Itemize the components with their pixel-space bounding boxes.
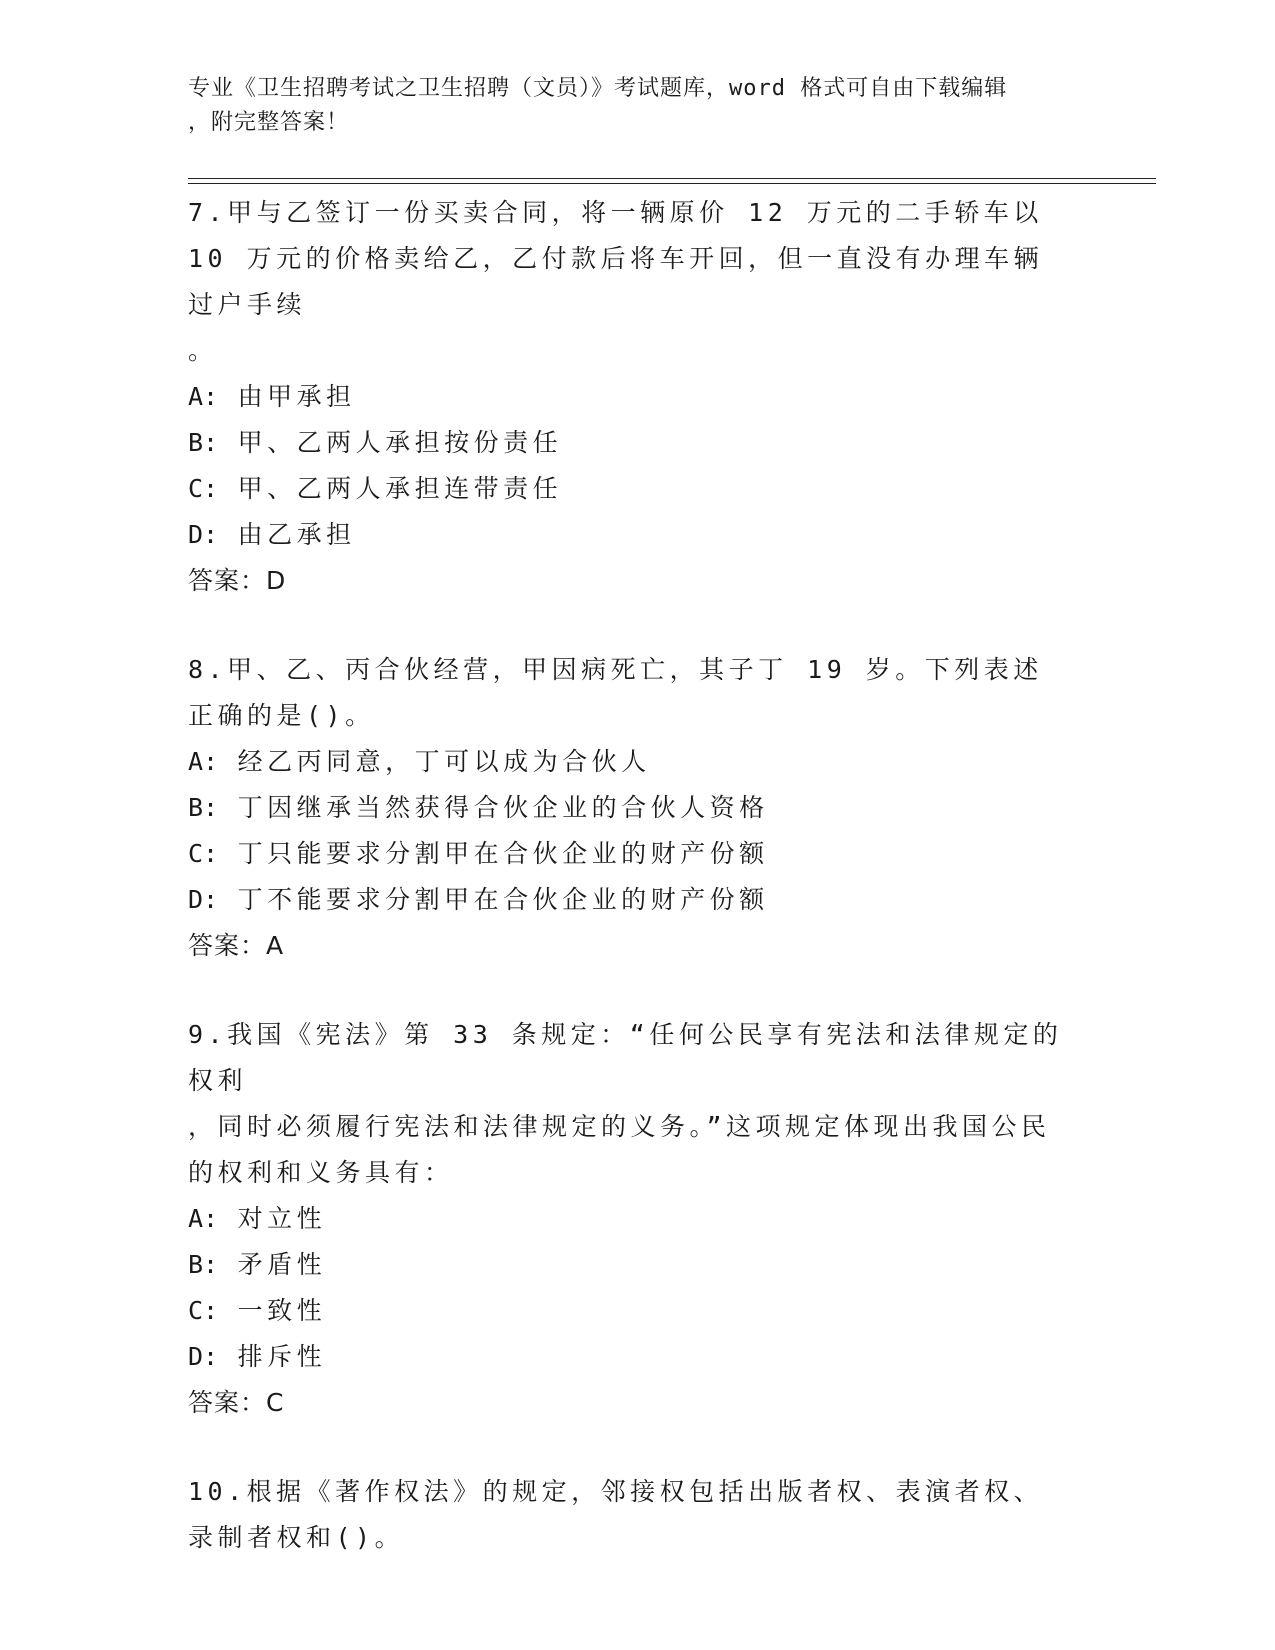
option-b [188, 1242, 1068, 1288]
option-text: 排斥性 [237, 1342, 327, 1371]
option-d [188, 512, 1068, 558]
option-text: 甲、乙两人承担连带责任 [237, 474, 563, 503]
answer-line: 答案：D [188, 566, 287, 595]
option-text: 甲、乙两人承担按份责任 [237, 428, 563, 457]
header-line-1: 专业《卫生招聘考试之卫生招聘（文员）》考试题库，word 格式可自由下载编辑 [188, 76, 1008, 101]
document-header [188, 72, 1088, 140]
option-d [188, 1334, 1068, 1380]
option-text: 由甲承担 [237, 382, 356, 411]
option-key: D: [188, 1342, 219, 1371]
answer-line: 答案：A [188, 931, 285, 960]
question-9 [188, 1012, 1068, 1426]
option-text: 丁不能要求分割甲在合伙企业的财产份额 [237, 885, 769, 914]
option-a [188, 1196, 1068, 1242]
question-list [188, 190, 1068, 1604]
question-text: 8.甲、乙、丙合伙经营，甲因病死亡，其子丁 19 岁。下列表述正确的是()。 [188, 655, 1043, 730]
option-key: C: [188, 839, 219, 868]
header-divider-bottom [188, 183, 1156, 184]
option-key: B: [188, 1250, 219, 1279]
header-line-2: ，附完整答案！ [188, 110, 350, 135]
option-text: 经乙丙同意，丁可以成为合伙人 [237, 747, 651, 776]
question-8 [188, 647, 1068, 969]
option-a [188, 739, 1068, 785]
option-b [188, 420, 1068, 466]
option-key: D: [188, 885, 219, 914]
option-c [188, 1288, 1068, 1334]
option-key: A: [188, 382, 219, 411]
header-divider-top [188, 178, 1156, 179]
option-key: A: [188, 1204, 219, 1233]
option-text: 对立性 [237, 1204, 327, 1233]
option-c [188, 466, 1068, 512]
option-a [188, 374, 1068, 420]
option-c [188, 831, 1068, 877]
option-text: 丁因继承当然获得合伙企业的合伙人资格 [237, 793, 769, 822]
option-key: C: [188, 474, 219, 503]
question-text: 9.我国《宪法》第 33 条规定：“任何公民享有宪法和法律规定的权利 ，同时必须履行宪法和法律规定的义务。”这项规定体现出我国公民 的权利和义务具有： [188, 1020, 1063, 1187]
option-key: B: [188, 428, 219, 457]
option-text: 丁只能要求分割甲在合伙企业的财产份额 [237, 839, 769, 868]
answer-line: 答案：C [188, 1388, 285, 1417]
question-10 [188, 1469, 1068, 1561]
option-key: A: [188, 747, 219, 776]
option-text: 矛盾性 [237, 1250, 327, 1279]
option-key: B: [188, 793, 219, 822]
option-d [188, 877, 1068, 923]
option-b [188, 785, 1068, 831]
option-text: 一致性 [237, 1296, 327, 1325]
question-text: 10.根据《著作权法》的规定，邻接权包括出版者权、表演者权、录制者权和()。 [188, 1477, 1044, 1552]
question-7 [188, 190, 1068, 604]
option-text: 由乙承担 [237, 520, 356, 549]
option-key: D: [188, 520, 219, 549]
option-key: C: [188, 1296, 219, 1325]
question-text: 7.甲与乙签订一份买卖合同，将一辆原价 12 万元的二手轿车以 10 万元的价格卖给乙，乙付款后将车开回，但一直没有办理车辆过户手续 。 [188, 198, 1044, 365]
